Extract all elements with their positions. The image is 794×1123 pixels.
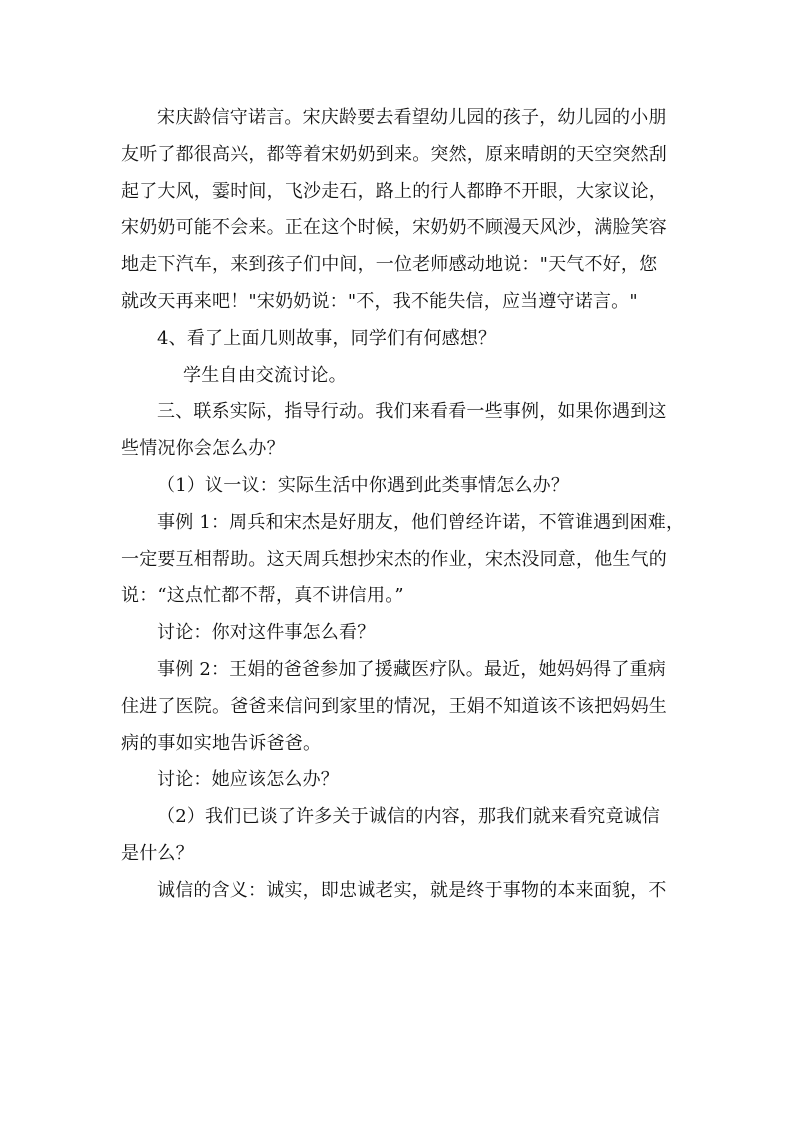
text-line-15: 讨论：你对这件事怎么看？ [157,622,376,644]
text-line-9: 三、联系实际，指导行动。我们来看看一些事例，如果你遇到这 [157,401,667,423]
text-line-11: （1）议一议：实际生活中你遇到此类事情怎么办？ [157,474,570,496]
text-line-6: 就改天再来吧！"宋奶奶说："不，我不能失信，应当遵守诺言。" [121,290,638,312]
document-body [121,100,685,910]
text-line-5: 地走下汽车，来到孩子们中间，一位老师感动地说："天气不好，您 [121,254,658,276]
text-line-22: 诚信的含义：诚实，即忠诚老实，就是终于事物的本来面貌，不 [157,879,667,901]
text-line-10: 些情况你会怎么办？ [121,438,285,460]
text-line-8: 学生自由交流讨论。 [183,364,347,386]
text-line-16: 事例 2：王娟的爸爸参加了援藏医疗队。最近，她妈妈得了重病 [157,658,666,680]
text-line-3: 起了大风，霎时间，飞沙走石，路上的行人都睁不开眼，大家议论， [121,180,667,202]
text-line-2: 友听了都很高兴，都等着宋奶奶到来。突然，原来晴朗的天空突然刮 [121,143,667,165]
text-line-20: （2）我们已谈了许多关于诚信的内容，那我们就来看究竟诚信 [157,806,661,828]
text-line-7: 4、看了上面几则故事，同学们有何感想？ [157,327,497,349]
text-line-21: 是什么？ [121,842,194,864]
text-line-12: 事例 1：周兵和宋杰是好朋友，他们曾经许诺，不管谁遇到困难， [157,511,685,533]
text-line-4: 宋奶奶可能不会来。正在这个时候，宋奶奶不顾漫天风沙，满脸笑容 [121,217,667,239]
text-line-1: 宋庆龄信守诺言。宋庆龄要去看望幼儿园的孩子，幼儿园的小朋 [157,107,667,128]
text-line-18: 病的事如实地告诉爸爸。 [121,732,322,754]
text-line-14: 说：“这点忙都不帮，真不讲信用。” [121,585,404,607]
text-line-19: 讨论：她应该怎么办？ [157,769,339,791]
text-line-17: 住进了医院。爸爸来信问到家里的情况，王娟不知道该不该把妈妈生 [121,695,667,717]
text-line-13: 一定要互相帮助。这天周兵想抄宋杰的作业，宋杰没同意，他生气的 [121,548,667,570]
